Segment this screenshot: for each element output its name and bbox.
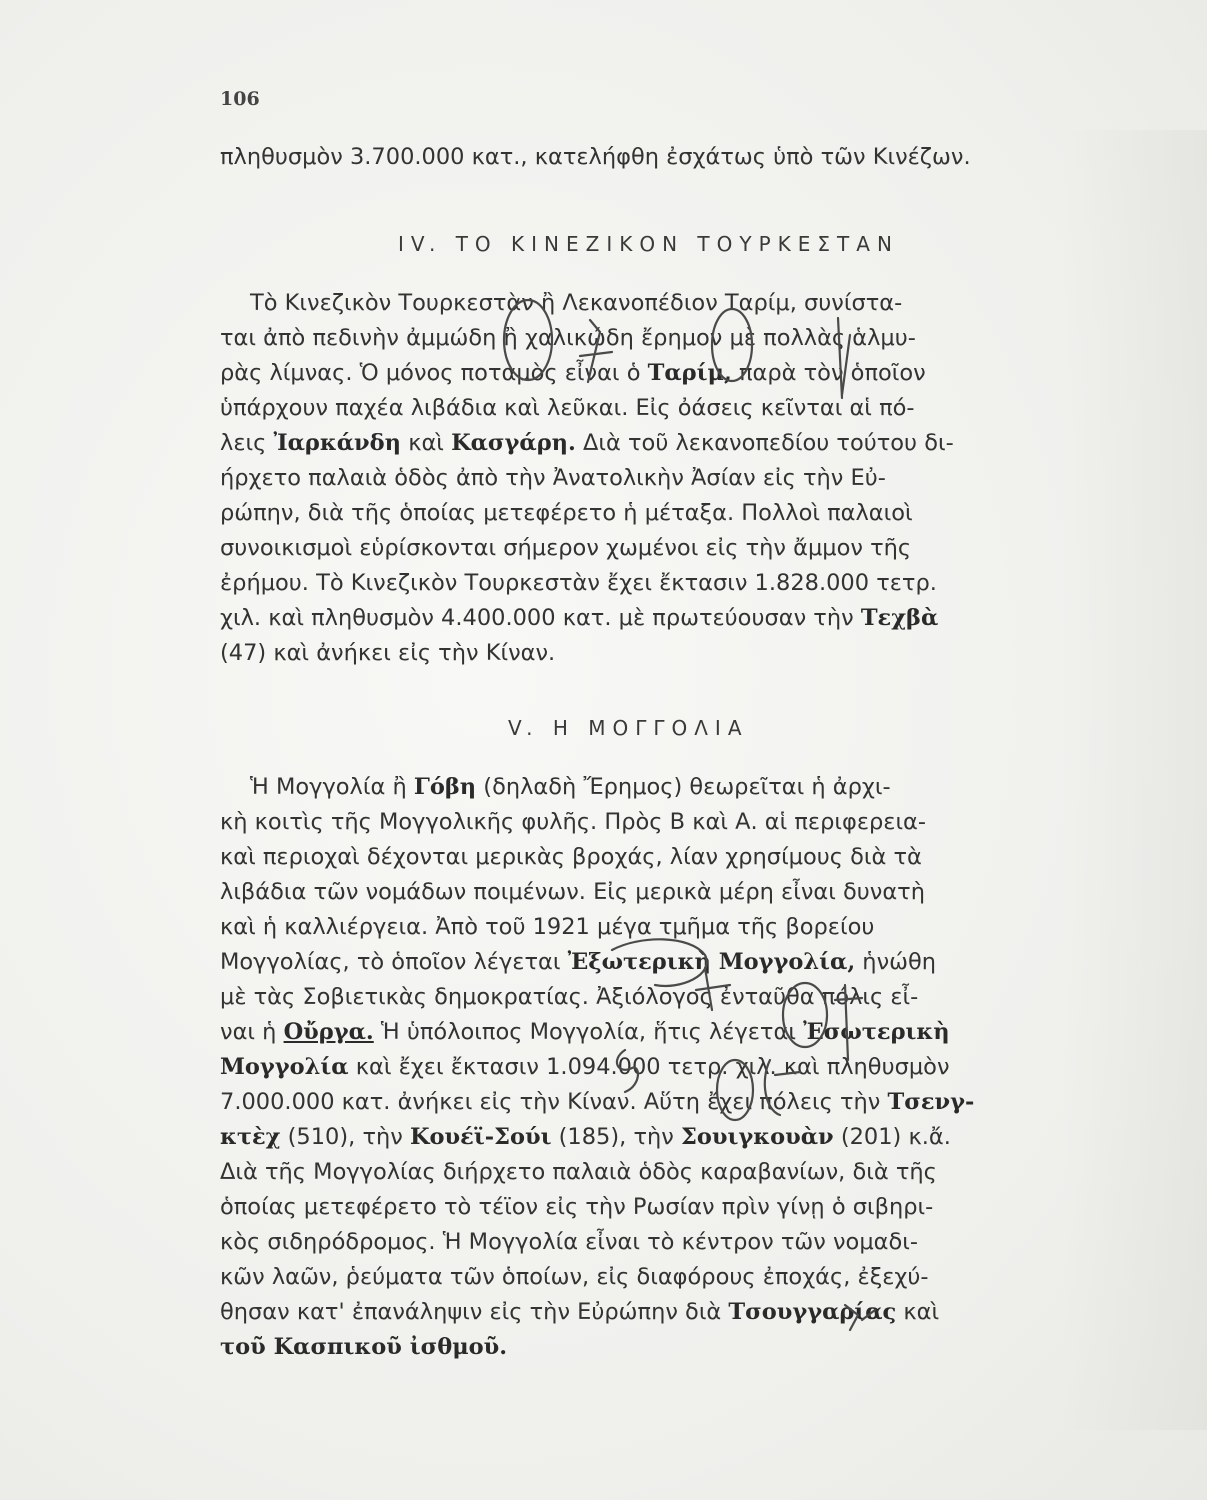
text-line [250,772,891,802]
section-heading-turkestan: IV. ΤΟ ΚΙΝΕΖΙΚΟΝ ΤΟΥΡΚΕΣΤΑΝ [398,232,899,256]
text-line [220,947,936,977]
bold-term: Σουιγκουὰν [680,1124,834,1150]
text-run: Μογγολίας, τὸ ὁποῖον λέγεται [220,949,568,975]
text-line: καὶ περιοχαὶ δέχονται μερικὰς βροχάς, λίαν χρησίμους διὰ τὰ [220,844,922,870]
text-line: ρώπην, διὰ τῆς ὁποίας μετεφέρετο ἡ μέταξα. Πολλοὶ παλαιοὶ [220,500,913,526]
bold-term: Τεχβὰ [860,605,939,631]
bold-term: Γόβη [413,774,477,800]
text-line: κὴ κοιτὶς τῆς Μογγολικῆς φυλῆς. Πρὸς Β καὶ Α. αἱ περιφερεια- [220,809,927,835]
text-line: κῶν λαῶν, ῥεύματα τῶν ὁποίων, εἰς διαφόρους ἐποχάς, ἐξεχύ- [220,1264,929,1290]
text-run: Διὰ τοῦ λεκανοπεδίου τούτου δι- [575,430,954,456]
bold-term: κτὲχ [220,1124,281,1150]
text-line: λιβάδια τῶν νομάδων ποιμένων. Εἰς μερικὰ μέρη εἶναι δυνατὴ [220,879,925,905]
text-line [220,1122,951,1152]
text-line [220,1332,507,1362]
text-line: ται ἀπὸ πεδινὴν ἀμμώδη ἢ χαλικώδη ἔρημον μὲ πολλὰς ἁλμυ- [220,325,916,351]
text-line: κὸς σιδηρόδρομος. Ἡ Μογγολία εἶναι τὸ κέντρον τῶν νομαδι- [220,1229,918,1255]
text-line [220,1297,939,1327]
bold-term: Τσουγγαρίας [728,1299,897,1325]
text-run: θησαν κατ' ἐπανάληψιν εἰς τὴν Εὐρώπην διὰ [220,1299,729,1325]
page-bleed-shadow [1062,130,1207,1430]
text-run: Ἡ ὑπόλοιπος Μογγολία, ἥτις λέγεται [373,1019,804,1045]
text-run: παρὰ τὸν ὁποῖον [731,360,926,386]
text-run: καὶ [896,1299,940,1325]
text-line: συνοικισμοὶ εὑρίσκονται σήμερον χωμένοι εἰς τὴν ἄμμον τῆς [220,535,912,561]
bold-term: Μογγολία [220,1054,349,1080]
text-run: καὶ [401,430,452,456]
text-line: πληθυσμὸν 3.700.000 κατ., κατελήφθη ἐσχάτως ὑπὸ τῶν Κινέζων. [220,144,971,170]
bold-term: τοῦ Κασπικοῦ ἰσθμοῦ. [220,1334,508,1360]
text-line [220,603,938,633]
text-line [220,428,954,458]
text-line: Διὰ τῆς Μογγολίας διήρχετο παλαιὰ ὁδὸς καραβανίων, διὰ τῆς [220,1159,937,1185]
bold-term: Ταρίμ, [647,360,732,386]
text-run: καὶ ἔχει ἔκτασιν 1.094.000 τετρ. χιλ. καὶ πληθυσμὸν [348,1054,950,1080]
text-line: καὶ ἡ καλλιέργεια. Ἀπὸ τοῦ 1921 μέγα τμῆμα τῆς βορείου [220,914,875,940]
bold-term: Κασγάρη. [451,430,576,456]
text-run: (185), τὴν [551,1124,681,1150]
text-run: 7.000.000 κατ. ἀνήκει εἰς τὴν Κίναν. Αὕτη ἔχει πόλεις τὴν [220,1089,888,1115]
bold-term: Ἐξωτερικὴ Μογγολία, [567,949,856,975]
text-run: χιλ. καὶ πληθυσμὸν 4.400.000 κατ. μὲ πρωτεύουσαν τὴν [220,605,861,631]
text-line [220,1017,950,1047]
text-line [220,358,926,388]
text-line: Τὸ Κινεζικὸν Τουρκεστὰν ἢ Λεκανοπέδιον Ταρίμ, συνίστα- [250,290,903,316]
page-number: 106 [220,88,260,110]
text-run: (δηλαδὴ Ἔρημος) θεωρεῖται ἡ ἀρχι- [476,774,891,800]
bold-term: Ἐσωτερικὴ [803,1019,950,1045]
text-run: ἡνώθη [855,949,937,975]
text-run: ναι ἡ [220,1019,284,1045]
text-line [220,1087,974,1117]
text-line: ὁποίας μετεφέρετο τὸ τέϊον εἰς τὴν Ρωσίαν πρὶν γίνῃ ὁ σιβηρι- [220,1194,934,1220]
text-run: ρὰς λίμνας. Ὁ μόνος ποταμὸς εἶναι ὁ [220,360,648,386]
text-line: ήρχετο παλαιὰ ὁδὸς ἀπὸ τὴν Ἀνατολικὴν Ἀσίαν εἰς τὴν Εὐ- [220,465,886,491]
text-line: (47) καὶ ἀνήκει εἰς τὴν Κίναν. [220,640,556,666]
bold-term: Οὔργα. [283,1019,374,1045]
text-line: μὲ τὰς Σοβιετικὰς δημοκρατίας. Ἀξιόλογος ἐνταῦθα πόλις εἶ- [220,984,919,1010]
section-heading-mongolia: V. Η ΜΟΓΓΟΛΙΑ [508,716,749,740]
bold-term: Ἰαρκάνδη [273,430,402,456]
text-run: (201) κ.ἄ. [833,1124,951,1150]
text-line: ὑπάρχουν παχέα λιβάδια καὶ λεῦκαι. Εἰς ὀάσεις κεῖνται αἱ πό- [220,395,915,421]
text-run: Ἡ Μογγολία ἢ [250,774,414,800]
bold-term: Κουέϊ-Σούι [409,1124,552,1150]
bold-term: Τσενγ- [887,1089,975,1115]
text-run: (510), τὴν [280,1124,410,1150]
text-line [220,1052,950,1082]
text-line: ἐρήμου. Τὸ Κινεζικὸν Τουρκεστὰν ἔχει ἔκτασιν 1.828.000 τετρ. [220,570,937,596]
text-run: λεις [220,430,274,456]
